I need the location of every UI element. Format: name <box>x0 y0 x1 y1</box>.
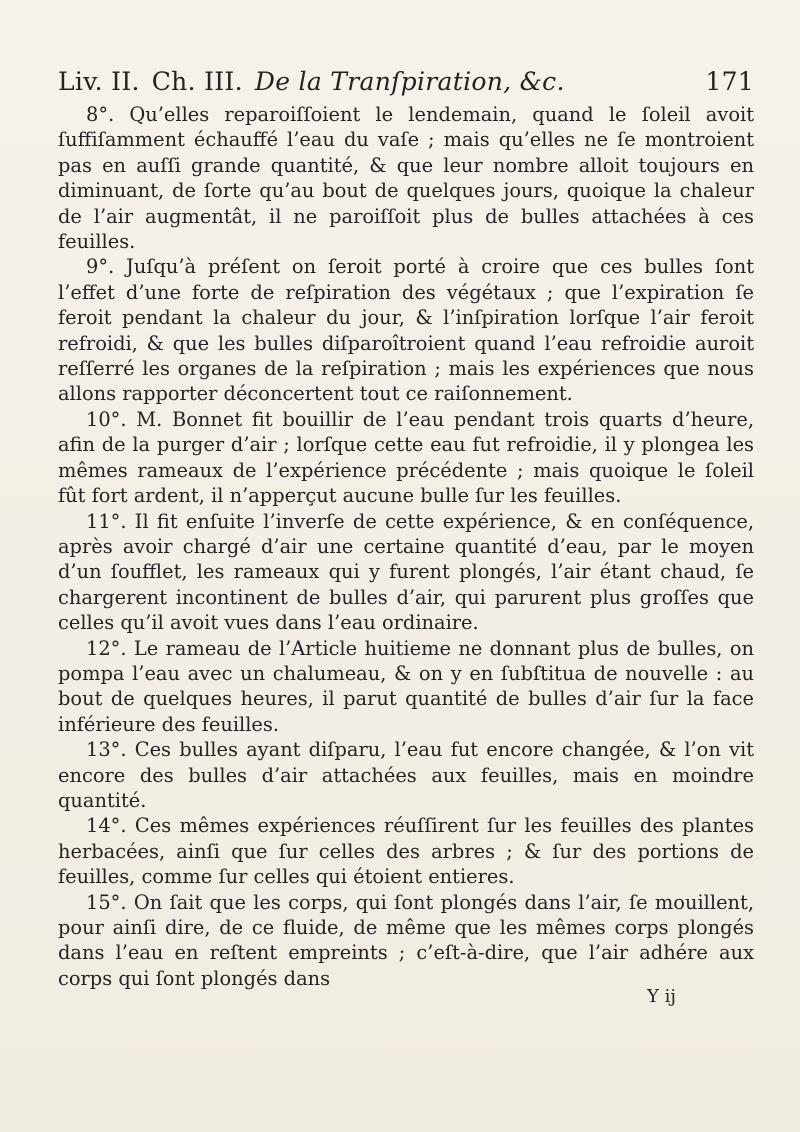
body-text <box>58 102 754 991</box>
signature-mark: Y ij <box>647 986 676 1008</box>
paragraph-13: 13°. Ces bulles ayant diſparu, l’eau fut encore changée, & l’on vit encore des bulles d’air attachées aux feuilles, mais en moindre quantité. <box>58 738 754 812</box>
paragraph-8: 8°. Qu’elles reparoiſſoient le lendemain, quand le ſoleil avoit ſuffiſamment échauffé l’eau du vaſe ; mais qu’elles ne ſe montroient pas en auſſi grande quantité, & que leur nombre alloit toujours en diminuant, de ſorte qu’au bout de quelques jours, quoique la chaleur de l’air augmentât, il ne paroiſſoit plus de bulles attachées à ces feuilles. <box>58 103 754 254</box>
page-number: 171 <box>705 67 754 96</box>
book-number: Liv. II. <box>58 67 140 96</box>
paragraph-14: 14°. Ces mêmes expériences réuſſirent ſur les feuilles des plantes herbacées, ainſi que ſur celles des arbres ; & ſur des portions de feuilles, comme ſur celles qui étoient entieres. <box>58 814 754 889</box>
paragraph-15: 15°. On ſait que les corps, qui ſont plongés dans l’air, ſe mouillent, pour ainſi dire, de ce fluide, de même que les mêmes corps plongés dans l’eau en reſtent empreints ; c’eſt-à-dire, que l’air adhére aux corps qui ſont plongés dans <box>58 890 754 990</box>
paragraph-9: 9°. Juſqu’à préſent on ſeroit porté à croire que ces bulles ſont l’effet d’une forte de reſpiration des végétaux ; que l’expiration ſe feroit pendant la chaleur du jour, & l’inſpiration lorſque l’air feroit refroidi, & que les bulles diſparoîtroient quand l’eau refroidie auroit reſſerré les organes de la reſpiration ; mais les expériences que nous allons rapporter déconcertent tout ce raiſonnement. <box>58 255 754 406</box>
running-header <box>58 66 754 98</box>
paragraph-10: 10°. M. Bonnet fit bouillir de l’eau pendant trois quarts d’heure, afin de la purger d’air ; lorſque cette eau fut refroidie, il y plongea les mêmes rameaux de l’expérience précédente ; mais quoique le ſoleil fût fort ardent, il n’apperçut aucune bulle ſur les feuilles. <box>58 407 754 508</box>
chapter-title: De la Tranſpiration, &c. <box>254 67 565 96</box>
paragraph-11: 11°. Il fit enſuite l’inverſe de cette expérience, & en conſéquence, après avoir chargé d’air une certaine quantité d’eau, par le moyen d’un ſoufflet, les rameaux qui y furent plongés, l’air étant chaud, ſe chargerent incontinent de bulles d’air, qui parurent plus groſſes que celles qu’il avoit vues dans l’eau ordinaire. <box>58 509 754 635</box>
paragraph-12: 12°. Le rameau de l’Article huitieme ne donnant plus de bulles, on pompa l’eau avec un chalumeau, & on y en ſubſtitua de nouvelle : au bout de quelques heures, il parut quantité de bulles d’air ſur la face inférieure des feuilles. <box>58 636 754 736</box>
chapter-number: Ch. III. <box>151 67 243 96</box>
